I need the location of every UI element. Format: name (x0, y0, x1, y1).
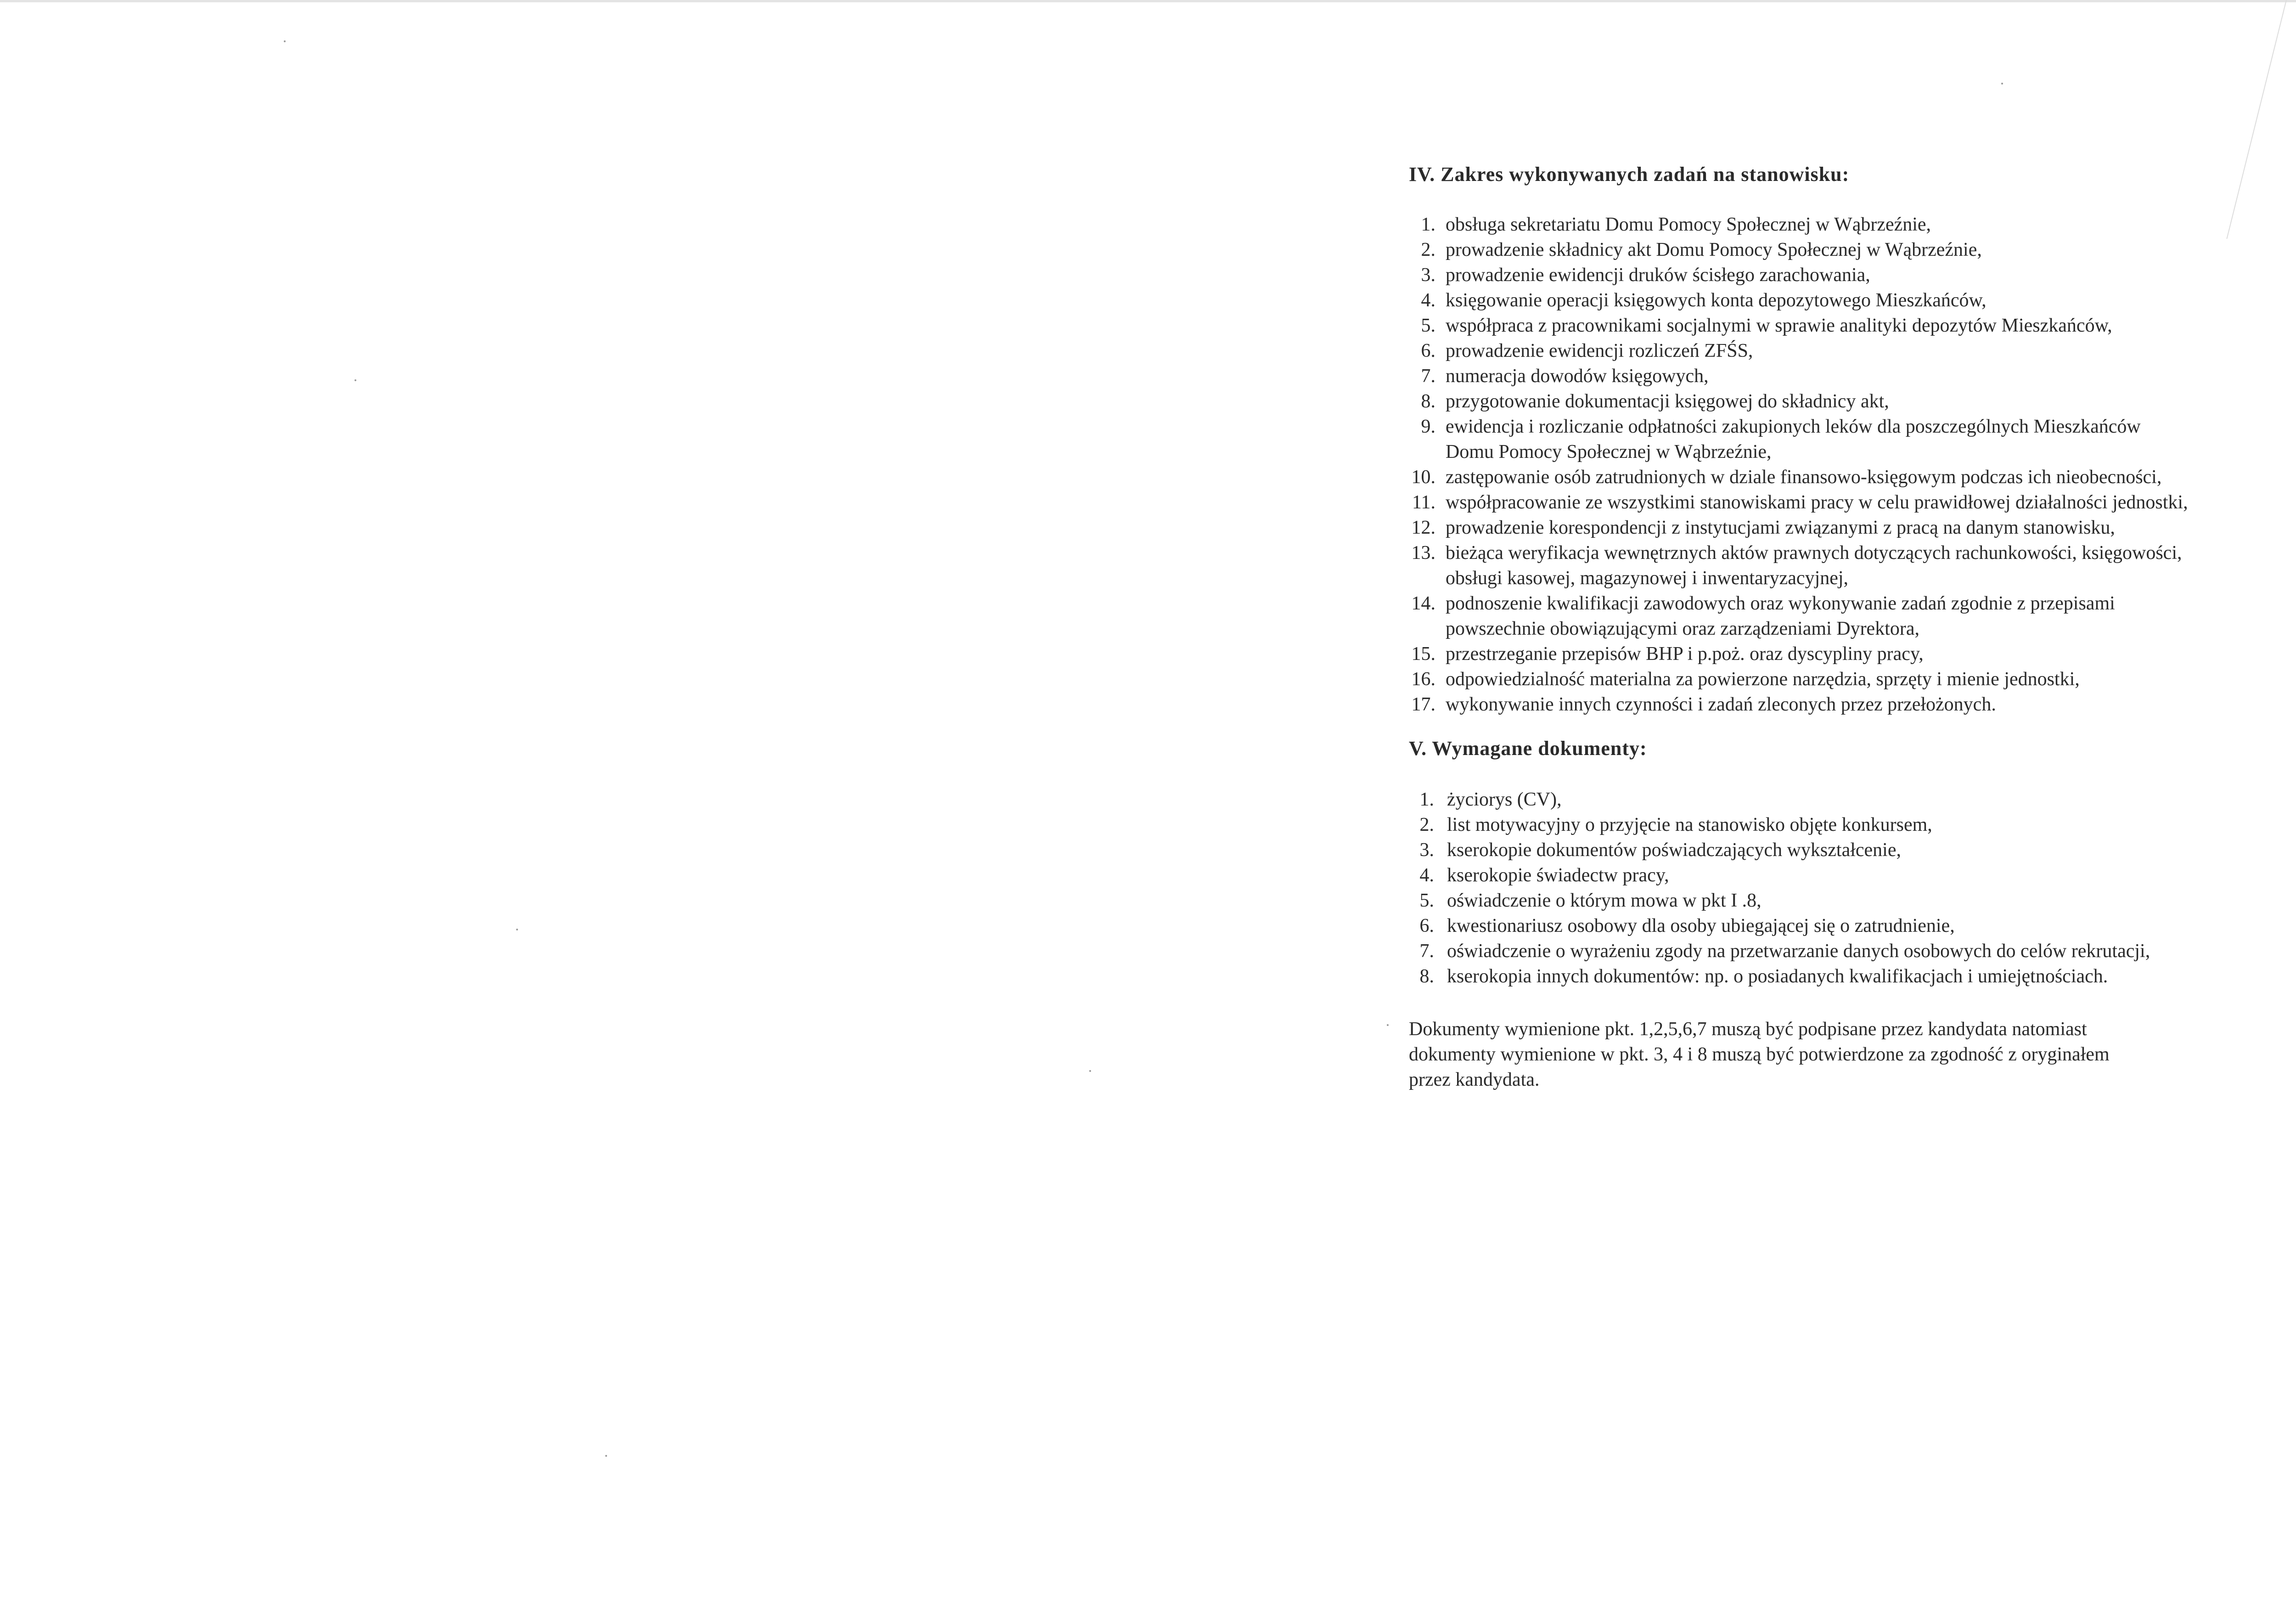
item-number: 1. (1419, 789, 1434, 810)
item-number: 7. (1421, 366, 1435, 387)
list-item (1409, 812, 2189, 838)
item-text: podnoszenie kwalifikacji zawodowych oraz wykonywanie zadań zgodnie z przepisami powszechnie obowiązującymi oraz zarządzeniami Dyrektora, (1446, 593, 2115, 639)
scan-speck (284, 40, 286, 42)
required-documents-list (1409, 787, 2189, 989)
item-text: kserokopie dokumentów poświadczających wykształcenie, (1447, 840, 1901, 861)
list-item (1409, 515, 2189, 541)
section-v-heading: V. Wymagane dokumenty: (1409, 737, 1647, 760)
item-number: 16. (1411, 669, 1435, 690)
item-text: kserokopie świadectw pracy, (1447, 865, 1669, 886)
item-number: 12. (1411, 517, 1435, 538)
item-text: wykonywanie innych czynności i zadań zleconych przez przełożonych. (1446, 694, 1996, 715)
item-number: 6. (1419, 915, 1434, 936)
item-text: współpraca z pracownikami socjalnymi w sprawie analityki depozytów Mieszkańców, (1446, 315, 2112, 336)
item-text: obsługa sekretariatu Domu Pomocy Społecznej w Wąbrzeźnie, (1446, 214, 1931, 235)
item-text: księgowanie operacji księgowych konta depozytowego Mieszkańców, (1446, 290, 1986, 311)
list-item (1409, 490, 2189, 515)
item-number: 6. (1421, 340, 1435, 361)
item-text: prowadzenie ewidencji druków ścisłego zarachowania, (1446, 265, 1870, 286)
list-item (1409, 838, 2189, 863)
item-text: współpracowanie ze wszystkimi stanowiskami pracy w celu prawidłowej działalności jednostki, (1446, 492, 2188, 513)
list-item (1409, 591, 2189, 642)
item-number: 8. (1419, 966, 1434, 987)
scan-speck (1089, 1070, 1091, 1072)
scan-speck (2001, 83, 2003, 85)
item-text: bieżąca weryfikacja wewnętrznych aktów prawnych dotyczących rachunkowości, księgowości, obsługi kasowej, magazynowej i inwentaryzacyjnej, (1446, 542, 2182, 589)
text-column (1409, 162, 2189, 1112)
list-item (1409, 212, 2189, 237)
scan-speck (355, 379, 356, 381)
item-text: prowadzenie korespondencji z instytucjami związanymi z pracą na danym stanowisku, (1446, 517, 2115, 538)
item-number: 15. (1411, 643, 1435, 665)
list-item (1409, 338, 2189, 364)
item-text: kwestionariusz osobowy dla osoby ubiegającej się o zatrudnienie, (1447, 915, 1955, 936)
scan-top-edge (0, 0, 2296, 2)
section-iv-heading: IV. Zakres wykonywanych zadań na stanowisku: (1409, 163, 1850, 186)
item-number: 14. (1411, 593, 1435, 614)
item-text: odpowiedzialność materialna za powierzone narzędzia, sprzęty i mienie jednostki, (1446, 669, 2080, 690)
closing-note: Dokumenty wymienione pkt. 1,2,5,6,7 muszą być podpisane przez kandydata natomiast dokumenty wymienione w pkt. 3, 4 i 8 muszą być potwierdzone za zgodność z oryginałem przez kandydata. (1409, 1019, 2110, 1090)
list-item (1409, 364, 2189, 389)
item-number: 2. (1419, 814, 1434, 835)
list-item (1409, 237, 2189, 263)
list-item (1409, 642, 2189, 667)
item-text: życiorys (CV), (1447, 789, 1562, 810)
item-text: zastępowanie osób zatrudnionych w dziale finansowo-księgowym podczas ich nieobecności, (1446, 467, 2162, 488)
list-item (1409, 863, 2189, 888)
duties-list (1409, 212, 2189, 717)
list-item (1409, 288, 2189, 313)
item-text: ewidencja i rozliczanie odpłatności zakupionych leków dla poszczególnych Mieszkańców Domu Pomocy Społecznej w Wąbrzeźnie, (1446, 416, 2141, 462)
item-number: 11. (1412, 492, 1435, 513)
list-item (1409, 541, 2189, 591)
list-item (1409, 389, 2189, 414)
list-item (1409, 263, 2189, 288)
list-item (1409, 888, 2189, 913)
scan-speck (605, 1455, 607, 1457)
list-item (1409, 787, 2189, 812)
item-text: przygotowanie dokumentacji księgowej do składnicy akt, (1446, 391, 1889, 412)
item-number: 17. (1411, 694, 1435, 715)
list-item (1409, 692, 2189, 717)
item-number: 7. (1419, 941, 1434, 962)
scan-speck (516, 929, 518, 930)
item-number: 4. (1421, 290, 1435, 311)
item-number: 9. (1421, 416, 1435, 437)
item-text: list motywacyjny o przyjęcie na stanowisko objęte konkursem, (1447, 814, 1932, 835)
item-number: 4. (1419, 865, 1434, 886)
item-text: kserokopia innych dokumentów: np. o posiadanych kwalifikacjach i umiejętnościach. (1447, 966, 2108, 987)
list-item (1409, 667, 2189, 692)
item-text: oświadczenie o wyrażeniu zgody na przetwarzanie danych osobowych do celów rekrutacji, (1447, 941, 2150, 962)
item-number: 3. (1421, 265, 1435, 286)
item-text: numeracja dowodów księgowych, (1446, 366, 1709, 387)
item-number: 2. (1421, 239, 1435, 260)
list-item (1409, 913, 2189, 939)
item-number: 13. (1411, 542, 1435, 564)
paper-fold-line (2226, 0, 2296, 239)
item-text: przestrzeganie przepisów BHP i p.poż. oraz dyscypliny pracy, (1446, 643, 1924, 665)
item-text: oświadczenie o którym mowa w pkt I .8, (1447, 890, 1761, 911)
list-item (1409, 964, 2189, 989)
list-item (1409, 414, 2189, 465)
item-text: prowadzenie składnicy akt Domu Pomocy Społecznej w Wąbrzeźnie, (1446, 239, 1982, 260)
item-text: prowadzenie ewidencji rozliczeń ZFŚS, (1446, 340, 1753, 361)
item-number: 1. (1421, 214, 1435, 235)
list-item (1409, 939, 2189, 964)
list-item (1409, 313, 2189, 338)
item-number: 8. (1421, 391, 1435, 412)
item-number: 5. (1421, 315, 1435, 336)
list-item (1409, 465, 2189, 490)
scan-speck (1387, 1024, 1389, 1026)
item-number: 3. (1419, 840, 1434, 861)
item-number: 10. (1411, 467, 1435, 488)
item-number: 5. (1419, 890, 1434, 911)
